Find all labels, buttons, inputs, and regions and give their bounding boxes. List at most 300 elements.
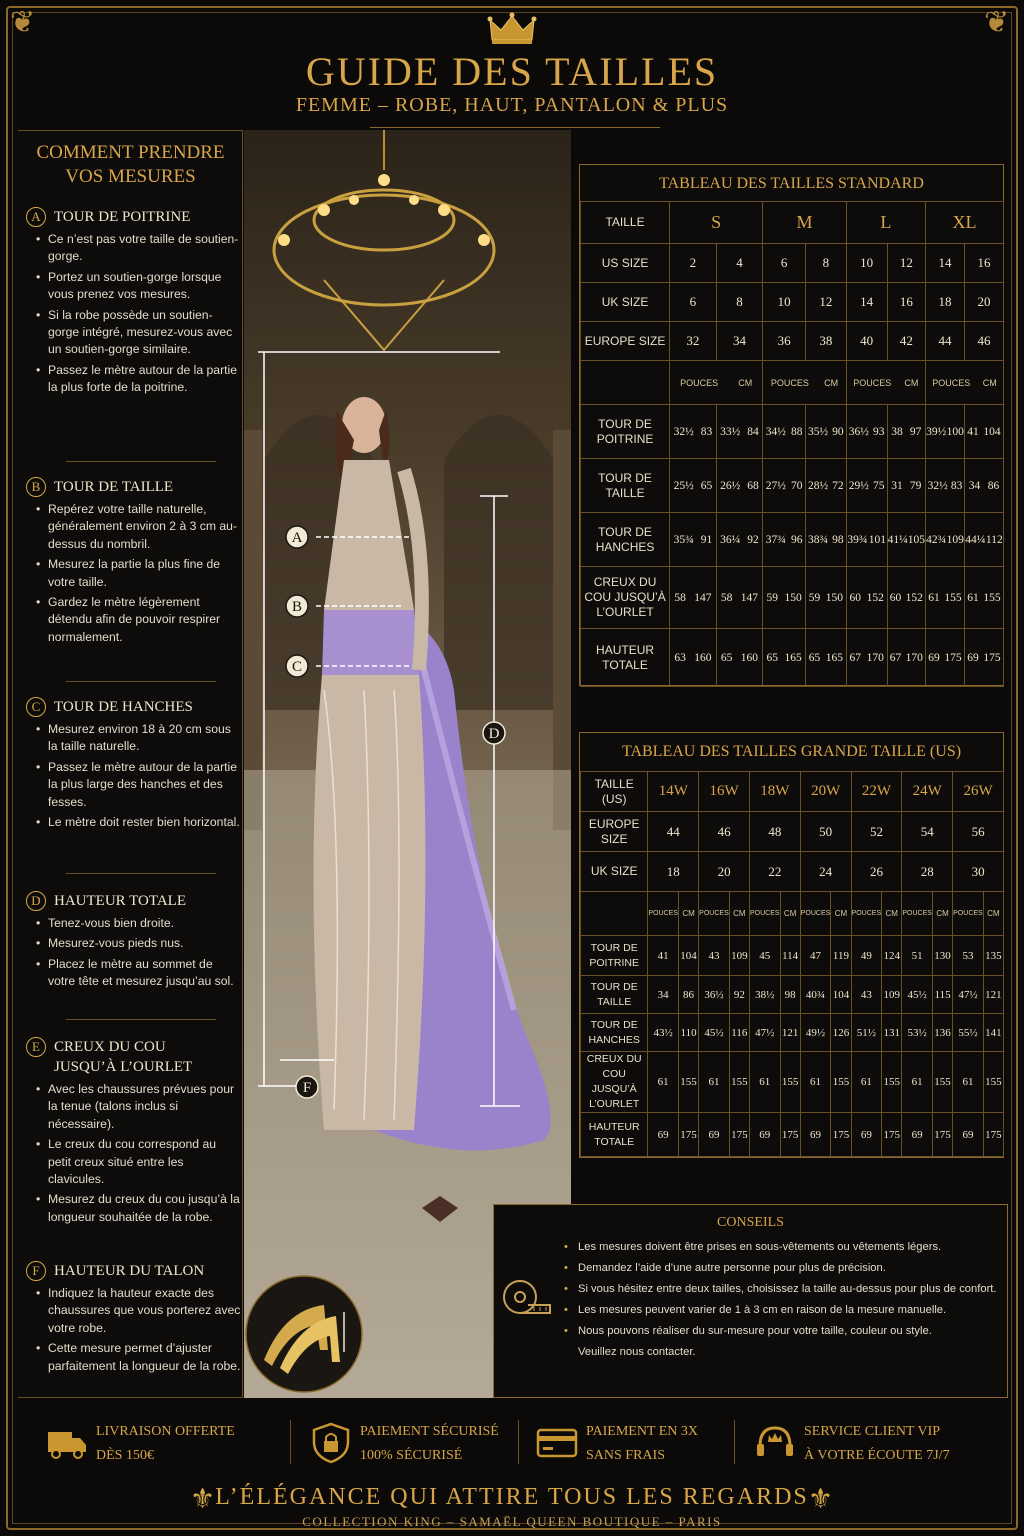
list-item: • Le mètre doit rester bien horizontal. [26,814,241,831]
credit-card-icon [536,1422,578,1464]
table-cell [887,459,925,513]
value-pouces: 61 [967,591,979,604]
value-pouces: 60 [889,591,902,604]
value-cm: 147 [740,591,759,604]
value-pouces: 65 [808,651,821,664]
value-pouces: 69 [648,1113,679,1157]
table-cell: 46 [699,812,750,852]
tip-item: • Si vous hésitez entre deux tailles, choisissez la taille au-dessus pour plus de confort. [564,1279,1004,1300]
section-letter: B [26,477,46,497]
unit-cell [763,361,846,405]
value-cm: 121 [983,976,1003,1014]
table-cell [763,405,806,459]
size-header: 20W [800,772,851,812]
value-cm: 170 [866,651,884,664]
unit-cell [670,361,763,405]
value-cm: 147 [694,591,712,604]
table-cell [846,459,887,513]
units-row [581,361,1004,405]
value-pouces: 51½ [851,1014,882,1052]
unit-pouces: POUCES [770,377,809,388]
list-item: • Le creux du cou correspond au petit creux situé entre les clavicules. [26,1136,241,1188]
unit-cm: CM [738,377,753,388]
value-cm: 175 [780,1113,800,1157]
table-cell: 26 [851,852,902,892]
value-cm: 109 [882,976,902,1014]
value-pouces: 69 [953,1113,984,1157]
unit-cm: CM [982,377,997,388]
value-cm: 101 [868,533,886,546]
feature-payment-secure [282,1410,522,1474]
value-pouces: 36½ [699,976,730,1014]
size-header: L [846,202,925,244]
section-poitrine [26,207,241,400]
value-cm: 98 [780,976,800,1014]
value-cm: 90 [832,425,844,438]
value-pouces: 55½ [953,1014,984,1052]
value-pouces: 47½ [749,1014,780,1052]
value-pouces: 43½ [648,1014,679,1052]
value-pouces: 69 [851,1113,882,1157]
unit-cm: CM [882,892,902,936]
value-cm: 93 [873,425,885,438]
howto-title [18,141,243,189]
table-cell [805,459,846,513]
tips-box [493,1204,1008,1398]
tips-title: CONSEILS [717,1215,784,1230]
value-pouces: 43 [699,936,730,976]
unit-cm: CM [983,892,1003,936]
value-pouces: 53 [953,936,984,976]
table-cell: 14 [846,283,887,322]
section-title: CREUX DU COU [54,1039,166,1055]
table-cell [716,513,763,567]
table-cell [763,513,806,567]
value-cm: 84 [747,425,759,438]
value-pouces: 69 [800,1113,831,1157]
row-label: US SIZE [581,244,670,283]
value-pouces: 69 [928,651,940,664]
marker-a: A [291,530,303,546]
feature-payment-3x [508,1410,738,1474]
value-pouces: 61 [800,1052,831,1113]
value-pouces: 41 [967,425,979,438]
value-cm: 130 [932,936,952,976]
table-cell: 46 [964,322,1003,361]
table-row [581,1113,1004,1157]
value-cm: 155 [983,591,1001,604]
unit-pouces: POUCES [680,377,719,388]
header [0,0,1024,130]
value-cm: 96 [790,533,803,546]
table-cell [887,405,925,459]
section-talon [26,1261,241,1378]
section-letter: D [26,891,46,911]
list-item: • Passez le mètre autour de la partie la plus forte de la poitrine. [26,362,241,397]
table-cell [716,405,763,459]
value-pouces: 61 [699,1052,730,1113]
value-cm: 70 [790,479,803,492]
table-cell [964,459,1003,513]
value-pouces: 58 [720,591,733,604]
unit-cell [926,361,1004,405]
value-cm: 79 [909,479,922,492]
value-cm: 150 [784,591,802,604]
value-pouces: 63 [674,651,686,664]
value-cm: 98 [832,533,844,546]
section-creux [26,1037,241,1229]
table-cell [964,567,1003,629]
value-cm: 114 [780,936,800,976]
table-row [581,629,1004,687]
value-pouces: 49 [851,936,882,976]
value-cm: 92 [729,976,749,1014]
value-cm: 121 [780,1014,800,1052]
section-letter: A [26,207,46,227]
value-pouces: 35½ [807,425,829,438]
row-label: TOUR DE POITRINE [581,936,648,976]
table-cell: 42 [887,322,925,361]
value-cm: 131 [882,1014,902,1052]
unit-pouces: POUCES [853,377,892,388]
row-label: UK SIZE [581,852,648,892]
row-label: EUROPE SIZE [581,322,670,361]
value-cm: 104 [678,936,698,976]
taille-label: TAILLE [581,202,670,244]
feature-line2: SANS FRAIS [586,1448,665,1463]
feature-service-vip [726,1410,1006,1474]
value-pouces: 33½ [720,425,741,438]
value-cm: 124 [882,936,902,976]
table-cell [926,405,965,459]
standard-size-table-box [579,164,1004,686]
table-cell [763,567,806,629]
value-pouces: 38 [891,425,903,438]
value-cm: 75 [873,479,885,492]
section-title: TOUR DE TAILLE [54,479,174,495]
value-cm: 110 [678,1014,698,1052]
divider [66,1019,216,1020]
value-cm: 175 [983,1113,1003,1157]
table-cell: 28 [902,852,953,892]
table-cell [670,405,717,459]
value-cm: 119 [831,936,851,976]
row-label: HAUTEUR TOTALE [581,629,670,687]
value-cm: 91 [700,533,713,546]
size-header: 22W [851,772,902,812]
plus-size-table [580,771,1004,1157]
list-item: • Tenez-vous bien droite. [26,915,241,932]
value-pouces: 67 [889,651,902,664]
marker-f: F [302,1080,312,1096]
value-cm: 175 [678,1113,698,1157]
divider [66,873,216,874]
value-pouces: 41¼ [887,533,908,546]
table-cell: 32 [670,322,717,361]
table-cell: 6 [670,283,717,322]
value-cm: 155 [882,1052,902,1113]
unit-pouces: POUCES [699,892,730,936]
section-hanches [26,697,241,834]
standard-size-table [580,201,1004,687]
value-cm: 155 [983,1052,1003,1113]
value-cm: 86 [678,976,698,1014]
list-item: • Ce n’est pas votre taille de soutien-gorge. [26,231,241,266]
unit-pouces: POUCES [648,892,679,936]
unit-pouces: POUCES [800,892,831,936]
unit-cm: CM [932,892,952,936]
value-pouces: 26½ [720,479,741,492]
feature-line1: PAIEMENT SÉCURISÉ [360,1424,499,1439]
value-pouces: 69 [699,1113,730,1157]
tip-item: • Les mesures doivent être prises en sous-vêtements ou vêtements légers. [564,1237,1004,1258]
table-cell [716,567,763,629]
table-cell [805,567,846,629]
chandelier-icon [274,130,494,350]
value-cm: 115 [932,976,952,1014]
table-row [581,852,1004,892]
table-cell: 52 [851,812,902,852]
table-cell [805,629,846,687]
value-cm: 175 [831,1113,851,1157]
size-header-row [581,202,1004,244]
table-row [581,459,1004,513]
table-cell: 22 [749,852,800,892]
marker-d: D [488,726,500,742]
table-cell: 10 [763,283,806,322]
table-cell: 38 [805,322,846,361]
feature-line1: SERVICE CLIENT VIP [804,1424,941,1439]
list-item: • Gardez le mètre légèrement détendu afin de pouvoir respirer normalement. [26,594,241,646]
value-pouces: 37¾ [765,533,786,546]
value-pouces: 34½ [765,425,786,438]
value-cm: 97 [909,425,922,438]
truck-icon [46,1422,88,1464]
table-cell: 8 [716,283,763,322]
tip-item-continuation: Veuillez nous contacter. [578,1346,696,1358]
value-pouces: 39¾ [847,533,868,546]
value-pouces: 25½ [673,479,694,492]
table-cell [805,405,846,459]
unit-cm: CM [729,892,749,936]
tip-item: • Les mesures peuvent varier de 1 à 3 cm en raison de la mesure manuelle. [564,1300,1004,1321]
value-pouces: 34 [968,479,981,492]
value-pouces: 34 [648,976,679,1014]
table-cell: 10 [846,244,887,283]
unit-cm: CM [780,892,800,936]
size-header: XL [926,202,1004,244]
section-letter: C [26,697,46,717]
unit-pouces: POUCES [953,892,984,936]
value-pouces: 41 [648,936,679,976]
value-pouces: 35¾ [673,533,694,546]
list-item: • Mesurez la partie la plus fine de votre taille. [26,556,241,591]
list-item: • Si la robe possède un soutien-gorge intégré, mesurez-vous avec un soutien-gorge similaire. [26,307,241,359]
row-label: TOUR DE HANCHES [581,513,670,567]
table-cell [763,459,806,513]
value-cm: 135 [983,936,1003,976]
value-pouces: 39½ [926,425,947,438]
footer-subline: COLLECTION KING – SAMAËL QUEEN BOUTIQUE – PARIS [302,1514,722,1529]
section-title: HAUTEUR DU TALON [54,1263,205,1279]
table-cell: 14 [926,244,965,283]
section-title: TOUR DE HANCHES [54,699,193,715]
value-cm: 112 [985,533,1003,546]
value-cm: 92 [747,533,759,546]
value-cm: 155 [932,1052,952,1113]
tip-item: • Demandez l’aide d’une autre personne pour plus de précision. [564,1258,1004,1279]
size-header-row [581,772,1004,812]
taille-label: TAILLE (US) [581,772,648,812]
value-pouces: 65 [766,651,778,664]
table-row [581,936,1004,976]
table-cell: 16 [964,244,1003,283]
feature-line1: PAIEMENT EN 3X [586,1424,699,1439]
row-label: CREUX DU COU JUSQU’À L’OURLET [581,1052,648,1113]
value-pouces: 36½ [848,425,869,438]
table-cell: 4 [716,244,763,283]
list-item: • Avec les chaussures prévues pour la tenue (talons inclus si nécessaire). [26,1081,241,1133]
table-cell: 20 [699,852,750,892]
table-cell: 48 [749,812,800,852]
table-cell: 50 [800,812,851,852]
crown-icon [487,12,537,46]
unit-pouces: POUCES [851,892,882,936]
value-pouces: 31 [891,479,903,492]
table-row [581,567,1004,629]
table-cell [670,567,717,629]
table-row [581,1014,1004,1052]
table-cell [887,567,925,629]
table-cell [964,513,1003,567]
unit-cm: CM [904,377,919,388]
value-cm: 165 [825,651,843,664]
table-cell [581,361,670,405]
marker-b: B [291,599,303,615]
size-header: 26W [953,772,1004,812]
list-item: • Cette mesure permet d’ajuster parfaitement la longueur de la robe. [26,1340,241,1375]
value-cm: 141 [983,1014,1003,1052]
table-cell [887,513,925,567]
value-cm: 155 [729,1052,749,1113]
value-cm: 175 [882,1113,902,1157]
value-pouces: 43 [851,976,882,1014]
list-item: • Portez un soutien-gorge lorsque vous prenez vos mesures. [26,269,241,304]
row-label: TOUR DE POITRINE [581,405,670,459]
list-item: • Indiquez la hauteur exacte des chaussures que vous porterez avec votre robe. [26,1285,241,1337]
fleur-de-lis-icon: ⚜ [808,1482,834,1515]
value-pouces: 53½ [902,1014,933,1052]
value-cm: 175 [983,651,1001,664]
unit-cell [846,361,925,405]
table-cell [926,459,965,513]
table-cell [846,567,887,629]
value-pouces: 61 [902,1052,933,1113]
table-cell: 24 [800,852,851,892]
table-cell: 18 [648,852,699,892]
section-taille [26,477,241,649]
table-cell: 56 [953,812,1004,852]
feature-line2: À VOTRE ÉCOUTE 7J/7 [804,1448,950,1463]
value-cm: 175 [944,651,962,664]
section-title: TOUR DE POITRINE [54,209,191,225]
feature-line1: LIVRAISON OFFERTE [96,1424,235,1439]
value-cm: 104 [831,976,851,1014]
unit-pouces: POUCES [902,892,933,936]
value-cm: 116 [729,1014,749,1052]
marker-c: C [291,659,303,675]
unit-pouces: POUCES [749,892,780,936]
feature-line2: 100% SÉCURISÉ [360,1448,463,1463]
unit-pouces: POUCES [932,377,971,388]
table-cell: 12 [805,283,846,322]
value-cm: 126 [831,1014,851,1052]
page-title: GUIDE DES TAILLES [305,49,719,94]
value-pouces: 29½ [848,479,869,492]
table-cell: 54 [902,812,953,852]
value-pouces: 61 [953,1052,984,1113]
section-hauteur [26,891,241,994]
divider [66,681,216,682]
table-cell: 18 [926,283,965,322]
size-header: 14W [648,772,699,812]
table-cell: 30 [953,852,1004,892]
footer-tagline: L’ÉLÉGANCE QUI ATTIRE TOUS LES REGARDS [215,1484,809,1510]
value-cm: 175 [932,1113,952,1157]
table-row [581,405,1004,459]
value-pouces: 38½ [749,976,780,1014]
value-cm: 88 [790,425,803,438]
size-header: 24W [902,772,953,812]
table-cell: 20 [964,283,1003,322]
table-cell [926,629,965,687]
table-cell [716,629,763,687]
row-label: TOUR DE TAILLE [581,459,670,513]
list-item: • Passez le mètre autour de la partie la plus large des hanches et des fesses. [26,759,241,811]
value-pouces: 45½ [699,1014,730,1052]
table-row [581,976,1004,1014]
table-row [581,283,1004,322]
table-row [581,513,1004,567]
size-header: S [670,202,763,244]
value-cm: 165 [784,651,802,664]
howto-title-line2: VOS MESURES [65,166,196,187]
value-cm: 109 [729,936,749,976]
value-pouces: 59 [808,591,821,604]
table-cell: 16 [887,283,925,322]
value-pouces: 67 [849,651,861,664]
plus-size-table-box [579,732,1004,1158]
table-row [581,812,1004,852]
header-rule [370,127,660,128]
value-cm: 83 [950,479,963,492]
unit-cm: CM [831,892,851,936]
table-cell: 8 [805,244,846,283]
features-bar [18,1410,1006,1474]
table-cell: 12 [887,244,925,283]
value-pouces: 27½ [765,479,786,492]
row-label: EUROPE SIZE [581,812,648,852]
feature-line2: DÈS 150€ [96,1448,154,1463]
value-cm: 86 [987,479,1000,492]
value-cm: 150 [825,591,843,604]
shield-lock-icon [310,1422,352,1464]
value-pouces: 32½ [673,425,694,438]
value-cm: 83 [700,425,713,438]
value-cm: 100 [946,425,964,438]
value-cm: 105 [907,533,925,546]
table-cell [926,567,965,629]
